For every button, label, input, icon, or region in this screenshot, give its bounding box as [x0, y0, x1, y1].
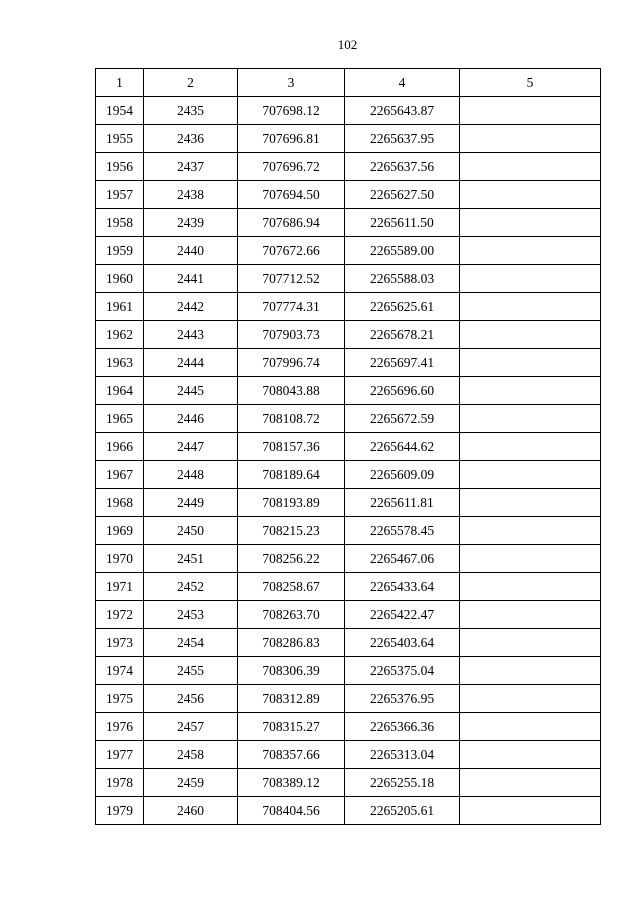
column-header-3: 3 [238, 69, 345, 97]
table-row [96, 209, 601, 237]
table-row [96, 685, 601, 713]
table-cell-col-3: 707712.52 [238, 265, 345, 293]
table-row [96, 293, 601, 321]
table-cell-col-2: 2443 [144, 321, 238, 349]
table-row [96, 545, 601, 573]
table-cell-col-2: 2438 [144, 181, 238, 209]
table-cell-col-1: 1978 [96, 769, 144, 797]
table-cell-col-1: 1963 [96, 349, 144, 377]
table-cell-col-1: 1970 [96, 545, 144, 573]
column-header-1: 1 [96, 69, 144, 97]
table-cell-col-2: 2435 [144, 97, 238, 125]
table-cell-col-1: 1962 [96, 321, 144, 349]
table-cell-col-5 [460, 545, 601, 573]
table-header [96, 69, 601, 97]
table-cell-col-3: 708193.89 [238, 489, 345, 517]
table-cell-col-5 [460, 405, 601, 433]
table-cell-col-1: 1975 [96, 685, 144, 713]
table-cell-col-5 [460, 377, 601, 405]
table-cell-col-5 [460, 657, 601, 685]
table-cell-col-5 [460, 741, 601, 769]
table-cell-col-3: 707698.12 [238, 97, 345, 125]
table-row [96, 153, 601, 181]
table-row [96, 573, 601, 601]
table-cell-col-3: 708312.89 [238, 685, 345, 713]
table-cell-col-5 [460, 713, 601, 741]
column-header-5: 5 [460, 69, 601, 97]
table-cell-col-1: 1960 [96, 265, 144, 293]
table-cell-col-3: 708315.27 [238, 713, 345, 741]
table-cell-col-4: 2265376.95 [345, 685, 460, 713]
table-row [96, 461, 601, 489]
table-cell-col-5 [460, 209, 601, 237]
table-cell-col-2: 2449 [144, 489, 238, 517]
table-cell-col-4: 2265611.50 [345, 209, 460, 237]
table-cell-col-5 [460, 433, 601, 461]
table-cell-col-1: 1955 [96, 125, 144, 153]
table-cell-col-1: 1961 [96, 293, 144, 321]
table-cell-col-5 [460, 489, 601, 517]
table-cell-col-4: 2265637.56 [345, 153, 460, 181]
table-cell-col-3: 707996.74 [238, 349, 345, 377]
coordinates-table [95, 68, 601, 825]
table-cell-col-5 [460, 797, 601, 825]
table-cell-col-2: 2442 [144, 293, 238, 321]
table-cell-col-2: 2458 [144, 741, 238, 769]
table-cell-col-2: 2444 [144, 349, 238, 377]
table-cell-col-5 [460, 265, 601, 293]
table-cell-col-4: 2265678.21 [345, 321, 460, 349]
table-cell-col-4: 2265644.62 [345, 433, 460, 461]
table-cell-col-1: 1966 [96, 433, 144, 461]
table-cell-col-4: 2265672.59 [345, 405, 460, 433]
table-cell-col-2: 2439 [144, 209, 238, 237]
table-cell-col-1: 1956 [96, 153, 144, 181]
table-cell-col-2: 2460 [144, 797, 238, 825]
table-cell-col-3: 708404.56 [238, 797, 345, 825]
table-cell-col-5 [460, 125, 601, 153]
table-cell-col-5 [460, 293, 601, 321]
table-cell-col-4: 2265467.06 [345, 545, 460, 573]
table-cell-col-1: 1977 [96, 741, 144, 769]
table-cell-col-2: 2436 [144, 125, 238, 153]
table-cell-col-1: 1976 [96, 713, 144, 741]
table-cell-col-4: 2265627.50 [345, 181, 460, 209]
table-cell-col-5 [460, 517, 601, 545]
table-cell-col-1: 1972 [96, 601, 144, 629]
table-cell-col-4: 2265697.41 [345, 349, 460, 377]
table-cell-col-4: 2265643.87 [345, 97, 460, 125]
table-row [96, 601, 601, 629]
column-header-4: 4 [345, 69, 460, 97]
table-cell-col-3: 708215.23 [238, 517, 345, 545]
table-cell-col-2: 2455 [144, 657, 238, 685]
table-cell-col-1: 1973 [96, 629, 144, 657]
table-cell-col-3: 707696.81 [238, 125, 345, 153]
table-cell-col-5 [460, 181, 601, 209]
table-cell-col-4: 2265433.64 [345, 573, 460, 601]
table-cell-col-3: 707694.50 [238, 181, 345, 209]
table-cell-col-3: 708189.64 [238, 461, 345, 489]
table-cell-col-3: 707686.94 [238, 209, 345, 237]
table-cell-col-2: 2446 [144, 405, 238, 433]
table-row [96, 433, 601, 461]
table-row [96, 181, 601, 209]
table-cell-col-3: 708286.83 [238, 629, 345, 657]
table-cell-col-4: 2265205.61 [345, 797, 460, 825]
table-row [96, 349, 601, 377]
table-cell-col-5 [460, 97, 601, 125]
table-row [96, 713, 601, 741]
table-cell-col-3: 707672.66 [238, 237, 345, 265]
table-cell-col-5 [460, 349, 601, 377]
table-row [96, 237, 601, 265]
table-cell-col-3: 708306.39 [238, 657, 345, 685]
table-cell-col-2: 2448 [144, 461, 238, 489]
table-cell-col-4: 2265366.36 [345, 713, 460, 741]
table-cell-col-3: 708389.12 [238, 769, 345, 797]
table-cell-col-3: 708357.66 [238, 741, 345, 769]
table-cell-col-3: 707903.73 [238, 321, 345, 349]
table-row [96, 97, 601, 125]
table-cell-col-4: 2265422.47 [345, 601, 460, 629]
table-cell-col-4: 2265611.81 [345, 489, 460, 517]
table-cell-col-1: 1954 [96, 97, 144, 125]
table-cell-col-4: 2265625.61 [345, 293, 460, 321]
table-cell-col-4: 2265578.45 [345, 517, 460, 545]
table-cell-col-3: 708263.70 [238, 601, 345, 629]
table-cell-col-4: 2265589.00 [345, 237, 460, 265]
table-cell-col-3: 708043.88 [238, 377, 345, 405]
table-cell-col-2: 2454 [144, 629, 238, 657]
table-cell-col-2: 2441 [144, 265, 238, 293]
table-cell-col-3: 707696.72 [238, 153, 345, 181]
table-row [96, 377, 601, 405]
table-row [96, 265, 601, 293]
table-cell-col-4: 2265588.03 [345, 265, 460, 293]
table-cell-col-5 [460, 461, 601, 489]
table-cell-col-5 [460, 321, 601, 349]
table-cell-col-4: 2265313.04 [345, 741, 460, 769]
table-cell-col-2: 2452 [144, 573, 238, 601]
table-cell-col-5 [460, 685, 601, 713]
table-row [96, 769, 601, 797]
table-row [96, 405, 601, 433]
table-cell-col-4: 2265609.09 [345, 461, 460, 489]
table-cell-col-2: 2450 [144, 517, 238, 545]
table-cell-col-5 [460, 629, 601, 657]
table-cell-col-1: 1969 [96, 517, 144, 545]
table-cell-col-4: 2265403.64 [345, 629, 460, 657]
page-number: 102 [337, 37, 358, 52]
table-row [96, 797, 601, 825]
table-cell-col-2: 2453 [144, 601, 238, 629]
table-cell-col-2: 2451 [144, 545, 238, 573]
table-cell-col-2: 2440 [144, 237, 238, 265]
table-cell-col-2: 2457 [144, 713, 238, 741]
header-row [96, 69, 601, 97]
column-header-2: 2 [144, 69, 238, 97]
table-cell-col-5 [460, 237, 601, 265]
table-cell-col-2: 2459 [144, 769, 238, 797]
table-cell-col-1: 1967 [96, 461, 144, 489]
table-cell-col-5 [460, 573, 601, 601]
table-row [96, 125, 601, 153]
table-cell-col-1: 1964 [96, 377, 144, 405]
table-cell-col-4: 2265375.04 [345, 657, 460, 685]
table-row [96, 657, 601, 685]
table-cell-col-3: 708157.36 [238, 433, 345, 461]
table-cell-col-4: 2265696.60 [345, 377, 460, 405]
table-row [96, 489, 601, 517]
table-row [96, 741, 601, 769]
table-row [96, 321, 601, 349]
table-cell-col-1: 1959 [96, 237, 144, 265]
table-cell-col-4: 2265255.18 [345, 769, 460, 797]
table-cell-col-1: 1965 [96, 405, 144, 433]
table-cell-col-1: 1957 [96, 181, 144, 209]
table-cell-col-5 [460, 769, 601, 797]
table-cell-col-1: 1958 [96, 209, 144, 237]
table-cell-col-3: 708258.67 [238, 573, 345, 601]
table-cell-col-4: 2265637.95 [345, 125, 460, 153]
table-cell-col-3: 707774.31 [238, 293, 345, 321]
table-cell-col-3: 708108.72 [238, 405, 345, 433]
table-cell-col-1: 1979 [96, 797, 144, 825]
table-cell-col-2: 2437 [144, 153, 238, 181]
table-row [96, 517, 601, 545]
table-cell-col-3: 708256.22 [238, 545, 345, 573]
table-cell-col-2: 2447 [144, 433, 238, 461]
table-cell-col-2: 2445 [144, 377, 238, 405]
table-cell-col-1: 1968 [96, 489, 144, 517]
table-cell-col-5 [460, 153, 601, 181]
table-body [96, 97, 601, 825]
table-cell-col-1: 1971 [96, 573, 144, 601]
table-row [96, 629, 601, 657]
table-cell-col-5 [460, 601, 601, 629]
table-cell-col-2: 2456 [144, 685, 238, 713]
table-cell-col-1: 1974 [96, 657, 144, 685]
